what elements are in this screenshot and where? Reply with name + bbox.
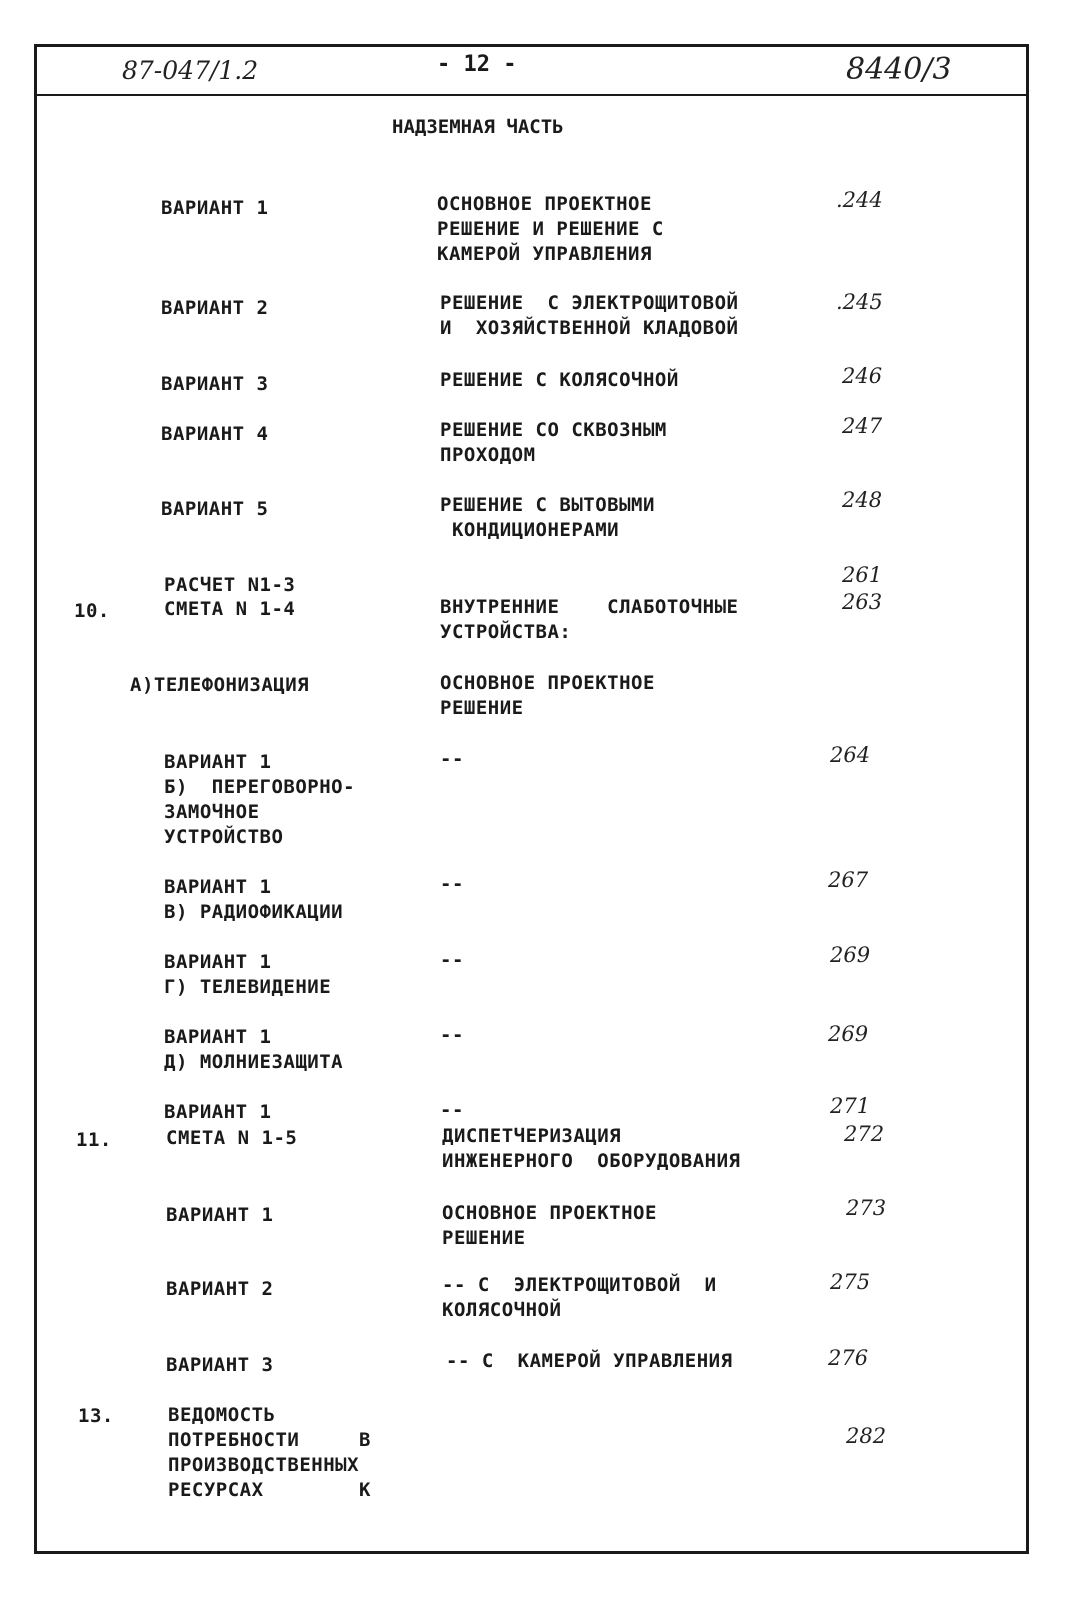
entry-left: ВАРИАНТ 4: [161, 423, 269, 445]
entry-description: ДИСПЕТЧЕРИЗАЦИЯ ИНЖЕНЕРНОГО ОБОРУДОВАНИЯ: [442, 1125, 741, 1172]
entry-left: ВАРИАНТ 1 В) РАДИОФИКАЦИИ: [164, 876, 344, 923]
entry-number: 11.: [76, 1129, 112, 1151]
entry-description: ОСНОВНОЕ ПРОЕКТНОЕ РЕШЕНИЕ И РЕШЕНИЕ С КАМЕРОЙ УПРАВЛЕНИЯ: [437, 193, 664, 265]
entry-left: ВАРИАНТ 2: [161, 297, 269, 319]
entry-page: 248: [842, 488, 883, 512]
entry-description: ОСНОВНОЕ ПРОЕКТНОЕ РЕШЕНИЕ: [440, 672, 655, 719]
entry-page: 273: [846, 1196, 887, 1220]
entry-left: РАСЧЕТ N1-3: [164, 574, 296, 596]
entry-description: ОСНОВНОЕ ПРОЕКТНОЕ РЕШЕНИЕ: [442, 1202, 657, 1249]
entry-page: 247: [842, 414, 883, 438]
entry-left: ВАРИАНТ 3: [166, 1354, 274, 1376]
entry-left: ВАРИАНТ 1: [164, 1101, 272, 1123]
entry-left: ВЕДОМОСТЬ ПОТРЕБНОСТИ В ПРОИЗВОДСТВЕННЫХ РЕСУРСАХ К: [168, 1404, 371, 1501]
entry-description: --: [440, 748, 464, 770]
entry-page: 261: [842, 563, 883, 587]
entry-left: А)ТЕЛЕФОНИЗАЦИЯ: [130, 674, 310, 696]
entry-left: СМЕТА N 1-4: [164, 598, 296, 620]
entry-left: ВАРИАНТ 5: [161, 498, 269, 520]
entry-page: 282: [846, 1424, 887, 1448]
entry-page: .245: [836, 290, 883, 314]
entry-page: 271: [830, 1094, 871, 1118]
entry-left: ВАРИАНТ 1 Г) ТЕЛЕВИДЕНИЕ: [164, 951, 332, 998]
header-divider: [34, 94, 1029, 96]
entry-description: -- С ЭЛЕКТРОЩИТОВОЙ И КОЛЯСОЧНОЙ: [442, 1274, 717, 1321]
entry-page: 246: [842, 364, 883, 388]
sheet-number: 8440/3: [846, 52, 952, 87]
document-code: 87-047/1.2: [122, 56, 259, 85]
entry-description: --: [440, 949, 464, 971]
entry-left: ВАРИАНТ 3: [161, 373, 269, 395]
entry-left: ВАРИАНТ 1 Б) ПЕРЕГОВОРНО- ЗАМОЧНОЕ УСТРОЙСТВО: [164, 751, 356, 848]
entry-description: РЕШЕНИЕ С ЭЛЕКТРОЩИТОВОЙ И ХОЗЯЙСТВЕННОЙ КЛАДОВОЙ: [440, 292, 739, 339]
entry-page: .244: [836, 188, 883, 212]
entry-page: 272: [844, 1122, 885, 1146]
entry-page: 267: [828, 868, 869, 892]
entry-description: ВНУТРЕННИЕ СЛАБОТОЧНЫЕ УСТРОЙСТВА:: [440, 596, 739, 643]
entry-page: 264: [830, 743, 871, 767]
entry-number: 13.: [78, 1405, 114, 1427]
entry-description: РЕШЕНИЕ СО СКВОЗНЫМ ПРОХОДОМ: [440, 419, 667, 466]
entry-page: 269: [828, 1022, 869, 1046]
entry-number: 10.: [74, 600, 110, 622]
entry-left: ВАРИАНТ 1: [161, 197, 269, 219]
entry-left: ВАРИАНТ 2: [166, 1278, 274, 1300]
entry-description: --: [440, 1099, 464, 1121]
entry-description: -- С КАМЕРОЙ УПРАВЛЕНИЯ: [446, 1350, 733, 1372]
page-number: - 12 -: [437, 52, 517, 77]
entry-description: РЕШЕНИЕ С ВЫТОВЫМИ КОНДИЦИОНЕРАМИ: [440, 494, 655, 541]
entry-description: РЕШЕНИЕ С КОЛЯСОЧНОЙ: [440, 369, 679, 391]
entry-left: ВАРИАНТ 1 Д) МОЛНИЕЗАЩИТА: [164, 1026, 344, 1073]
entry-left: СМЕТА N 1-5: [166, 1127, 298, 1149]
entry-page: 263: [842, 590, 883, 614]
entry-page: 269: [830, 943, 871, 967]
entry-description: --: [440, 873, 464, 895]
entry-description: --: [440, 1024, 464, 1046]
entry-left: ВАРИАНТ 1: [166, 1204, 274, 1226]
section-title: НАДЗЕМНАЯ ЧАСТЬ: [392, 116, 564, 138]
entry-page: 276: [828, 1346, 869, 1370]
entry-page: 275: [830, 1270, 871, 1294]
